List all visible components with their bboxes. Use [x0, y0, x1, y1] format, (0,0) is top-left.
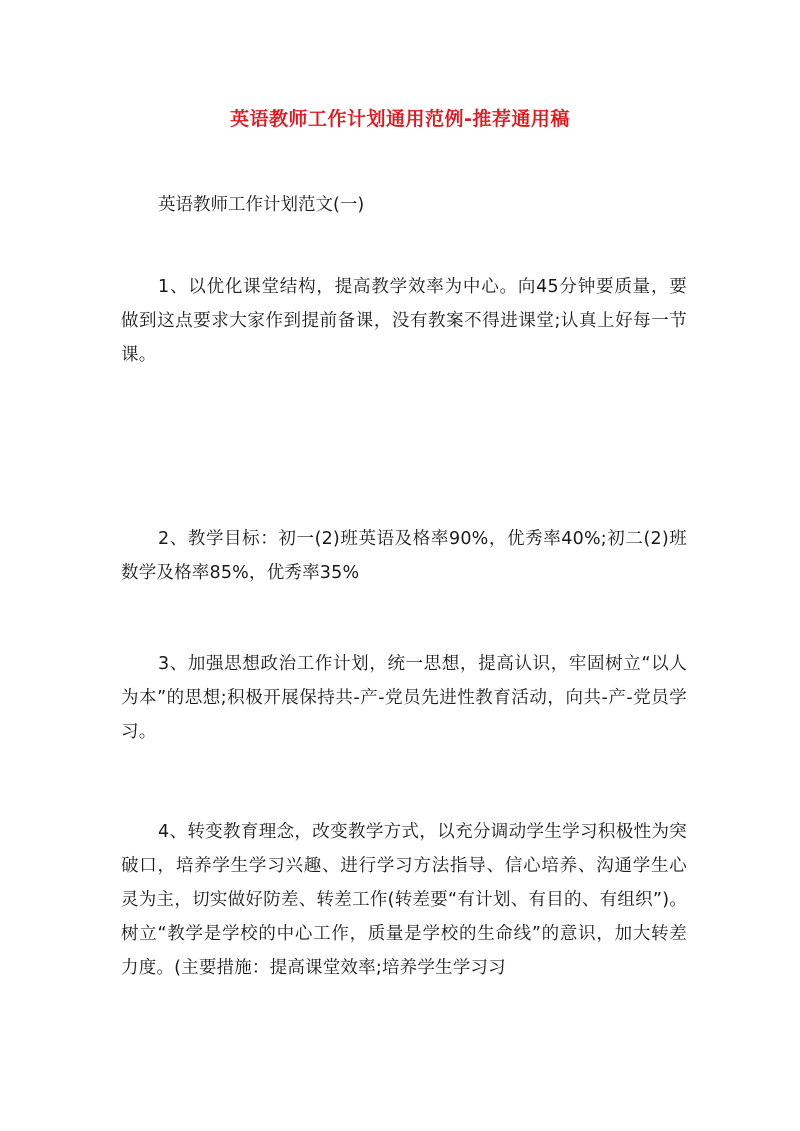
paragraph-1: 1、以优化课堂结构，提高教学效率为中心。向45分钟要质量，要做到这点要求大家作到提前备课，没有教案不得进课堂;认真上好每一节课。 [121, 277, 687, 365]
document-subtitle: 英语教师工作计划范文(一) [158, 195, 365, 215]
paragraph-2: 2、教学目标：初一(2)班英语及格率90%，优秀率40%;初二(2)班数学及格率85%，优秀率35% [121, 529, 687, 583]
paragraph-3: 3、加强思想政治工作计划，统一思想，提高认识，牢固树立“以人为本”的思想;积极开展保持共-产-党员先进性教育活动，向共-产-党员学习。 [121, 654, 687, 742]
paragraph-4: 4、转变教育理念，改变教学方式，以充分调动学生学习积极性为突破口，培养学生学习兴趣、进行学习方法指导、信心培养、沟通学生心灵为主，切实做好防差、转差工作(转差要“有计划、有目的、有组织”)。树立“教学是学校的中心工作，质量是学校的生命线”的意识，加大转差力度。(主要措施：提高课堂效率;培养学生学习习 [121, 822, 687, 978]
document-title: 英语教师工作计划通用范例-推荐通用稿 [230, 108, 570, 130]
